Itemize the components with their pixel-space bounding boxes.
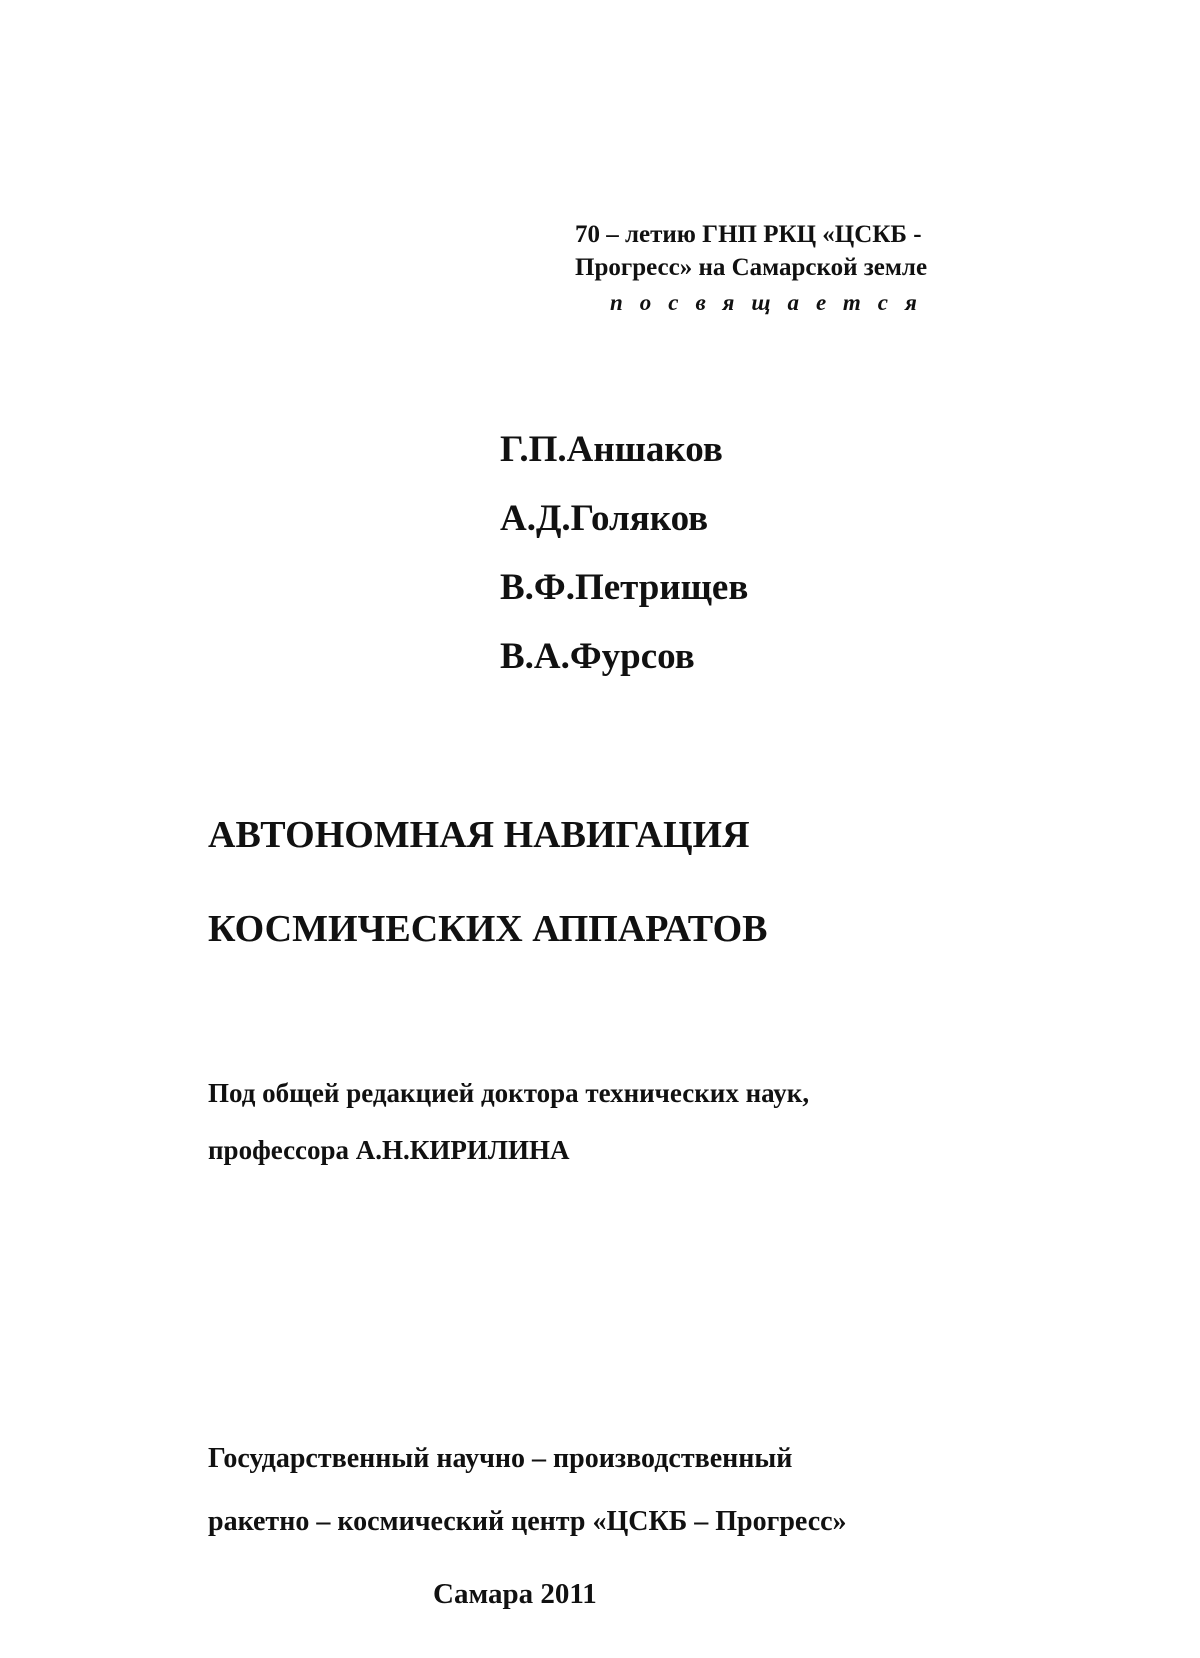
book-title: [208, 812, 767, 1000]
author-2: А.Д.Голяков: [500, 498, 709, 539]
author-4: В.А.Фурсов: [500, 636, 695, 677]
editor-line-1: Под общей редакцией доктора технических наук,: [208, 1078, 810, 1108]
dedication-dedicates: посвящается: [610, 290, 934, 315]
author-3: В.Ф.Петрищев: [500, 567, 749, 608]
author-1: Г.П.Аншаков: [500, 429, 723, 470]
editor-line-2: профессора А.Н.КИРИЛИНА: [208, 1135, 570, 1165]
publisher: [208, 1441, 847, 1567]
book-title-line-1: АВТОНОМНАЯ НАВИГАЦИЯ: [208, 814, 750, 856]
editor-credit: [208, 1075, 809, 1189]
authors-list: [500, 415, 748, 691]
dedication: [575, 218, 934, 319]
dedication-line-2: Прогресс» на Самарской земле: [575, 254, 928, 281]
book-title-line-2: КОСМИЧЕСКИХ АППАРАТОВ: [208, 908, 768, 950]
dedication-line-1: 70 – летию ГНП РКЦ «ЦСКБ -: [575, 221, 922, 248]
city-year: Самара 2011: [433, 1578, 597, 1610]
publisher-line-1: Государственный научно – производственный: [208, 1443, 793, 1474]
publisher-line-2: ракетно – космический центр «ЦСКБ – Прогресс»: [208, 1506, 847, 1537]
